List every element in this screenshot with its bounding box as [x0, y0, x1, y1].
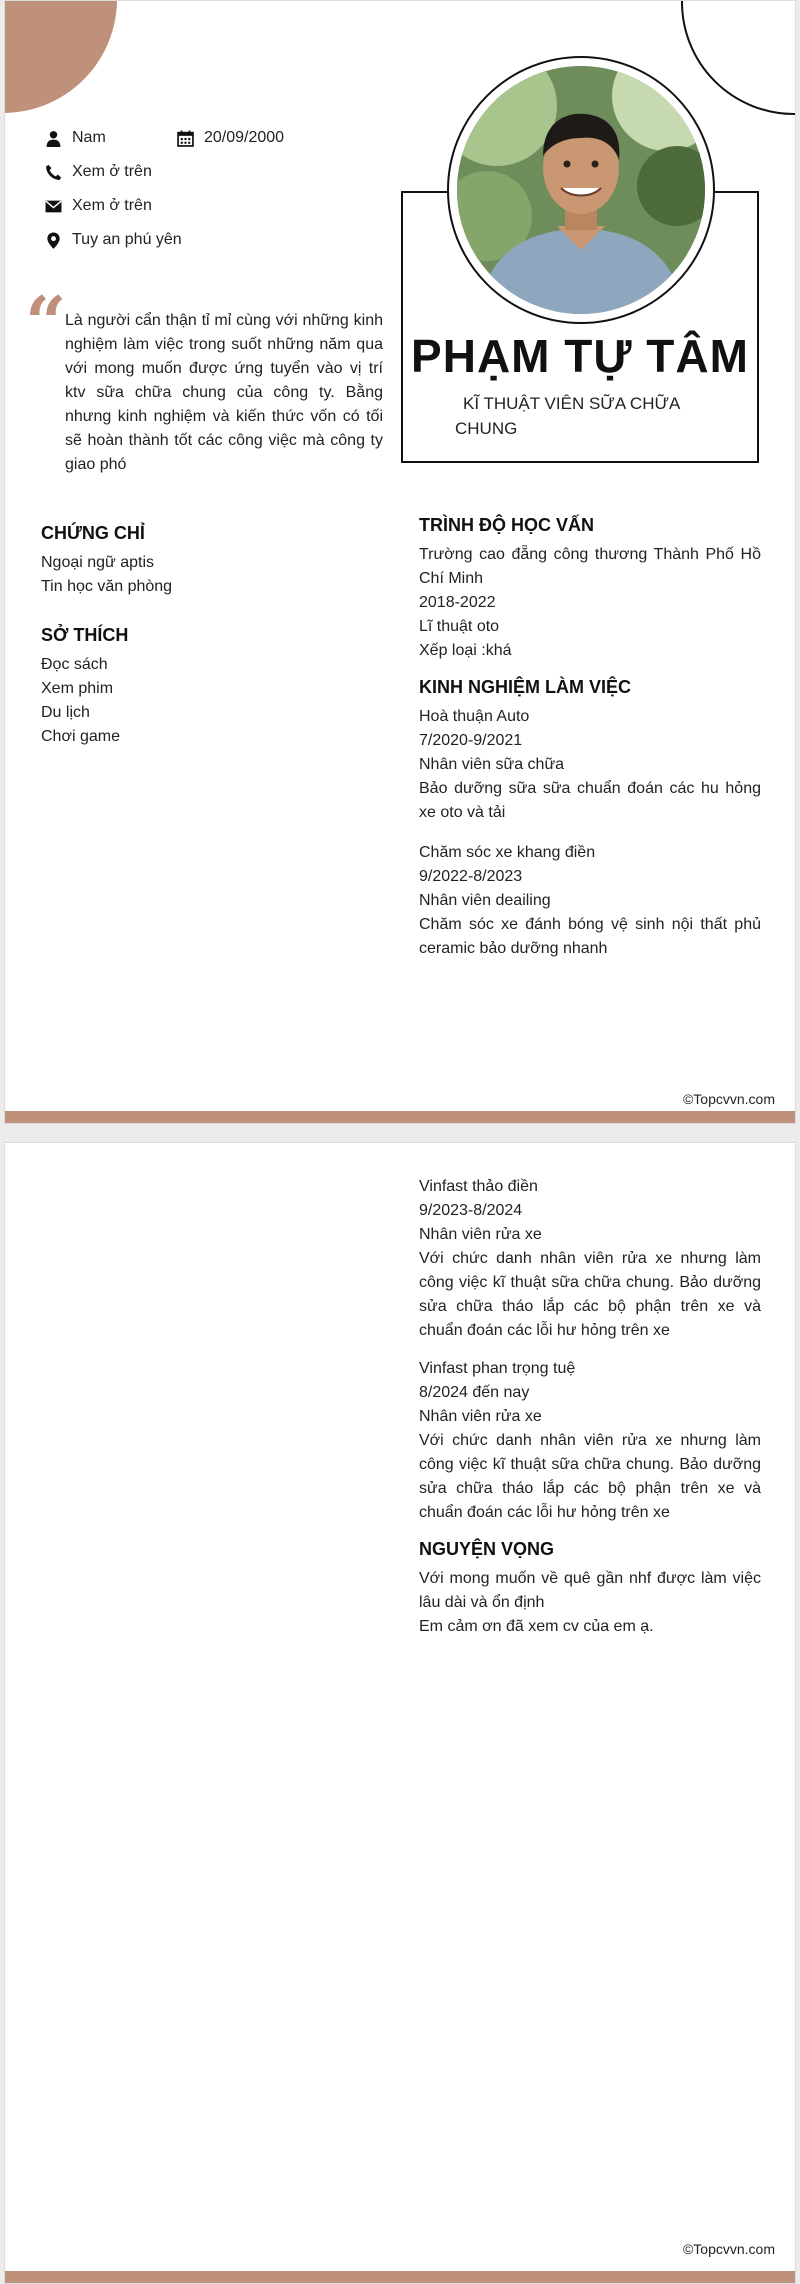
person-icon: [45, 130, 62, 147]
gender-value: Nam: [72, 129, 106, 146]
list-item: Tin học văn phòng: [41, 578, 173, 595]
certificates-list: [41, 551, 172, 599]
job-description: Với chức danh nhân viên rửa xe nhưng làm công việc kĩ thuật sữa chữa chung. Bảo dưỡng sửa chữa tháo lắp các bộ phận trên xe và chuẩn đoán các lỗi hư hỏng trên xe: [419, 1250, 761, 1339]
experience-job-2: [419, 841, 761, 961]
job-company: Hoà thuận Auto: [419, 708, 530, 725]
job-period: 7/2020-9/2021: [419, 732, 523, 749]
summary-text: Là người cẩn thận tỉ mỉ cùng với những kinh nghiệm làm việc trong suốt những năm qua với mong muốn được ứng tuyển vào vị trí ktv sữa chữa chung của công ty. Bằng nhưng kinh nghiệm và kiến thức vốn có tối sẽ hoàn thành tốt các công việc mà công ty giao phó: [65, 312, 383, 473]
list-item: Chơi game: [41, 728, 120, 745]
corner-decoration-outline: [681, 0, 796, 115]
experience-job-4: [419, 1357, 761, 1525]
calendar-icon: [177, 130, 194, 147]
address-row: [45, 231, 182, 249]
job-description: Bảo dưỡng sữa sữa chuẩn đoán các hu hỏng xe oto và tải: [419, 780, 761, 821]
cv-page-1: [4, 0, 796, 1124]
birthday-row: [177, 129, 284, 147]
job-description: Với chức danh nhân viên rửa xe nhưng làm công việc kĩ thuật sữa chữa chung. Bảo dưỡng sửa chữa tháo lắp các bộ phận trên xe và chuẩn đoán các lỗi hư hỏng trên xe: [419, 1432, 761, 1521]
footer-brand: ©Topcvvn.com: [682, 1091, 775, 1107]
hobbies-heading: SỞ THÍCH: [41, 625, 129, 645]
list-item: Xem phim: [41, 680, 114, 697]
bottom-accent-bar: [5, 2271, 795, 2283]
job-period: 9/2023-8/2024: [419, 1202, 523, 1219]
avatar-photo: [457, 66, 705, 314]
education-grade: Xếp loại :khá: [419, 642, 512, 659]
mail-icon: [45, 198, 62, 215]
footer-brand: ©Topcvvn.com: [682, 2241, 775, 2257]
email-value: Xem ở trên: [72, 197, 152, 214]
job-description: Chăm sóc xe đánh bóng vệ sinh nội thất phủ ceramic bảo dưỡng nhanh: [419, 916, 761, 957]
job-role: Nhân viên sữa chữa: [419, 756, 565, 773]
full-name: PHẠM TỰ TÂM: [411, 330, 749, 382]
cv-page-2: [4, 1142, 796, 2284]
phone-value: Xem ở trên: [72, 163, 152, 180]
hobbies-list: [41, 653, 120, 749]
job-role: Nhân viên rửa xe: [419, 1408, 542, 1425]
corner-decoration-filled: [4, 0, 117, 113]
email-row: [45, 197, 152, 215]
bottom-accent-bar: [5, 1111, 795, 1123]
job-company: Vinfast phan trọng tuệ: [419, 1360, 576, 1377]
experience-job-1: [419, 705, 761, 825]
aspiration-text: Với mong muốn về quê gần nhf được làm việc lâu dài và ổn định: [419, 1570, 761, 1611]
education-school: Trường cao đẵng công thương Thành Phố Hồ Chí Minh: [419, 546, 761, 587]
education-block: [419, 543, 761, 663]
education-heading: TRÌNH ĐỘ HỌC VẤN: [419, 515, 594, 535]
certificates-heading: CHỨNG CHỈ: [41, 523, 145, 543]
location-pin-icon: [45, 232, 62, 249]
list-item: Đọc sách: [41, 656, 108, 673]
education-major: Lĩ thuật oto: [419, 618, 500, 635]
experience-heading: KINH NGHIỆM LÀM VIỆC: [419, 677, 632, 697]
list-item: Du lịch: [41, 704, 90, 721]
birthday-value: 20/09/2000: [204, 129, 285, 146]
address-value: Tuy an phú yên: [72, 231, 182, 248]
job-company: Vinfast thảo điền: [419, 1178, 538, 1195]
aspiration-thanks: Em cảm ơn đã xem cv của em ạ.: [419, 1618, 654, 1635]
education-period: 2018-2022: [419, 594, 496, 611]
quote-icon: “: [25, 280, 67, 365]
job-company: Chăm sóc xe khang điền: [419, 844, 596, 861]
aspiration-block: [419, 1567, 761, 1639]
phone-row: [45, 163, 152, 181]
job-title: KĨ THUẬT VIÊN SỮA CHỮA CHUNG: [455, 394, 680, 438]
job-period: 8/2024 đến nay: [419, 1384, 530, 1401]
job-period: 9/2022-8/2023: [419, 868, 523, 885]
phone-icon: [45, 164, 62, 181]
gender-row: [45, 129, 106, 147]
experience-job-3: [419, 1175, 761, 1343]
job-role: Nhân viên deailing: [419, 892, 551, 909]
job-role: Nhân viên rửa xe: [419, 1226, 542, 1243]
list-item: Ngoại ngữ aptis: [41, 554, 154, 571]
aspiration-heading: NGUYỆN VỌNG: [419, 1539, 555, 1559]
